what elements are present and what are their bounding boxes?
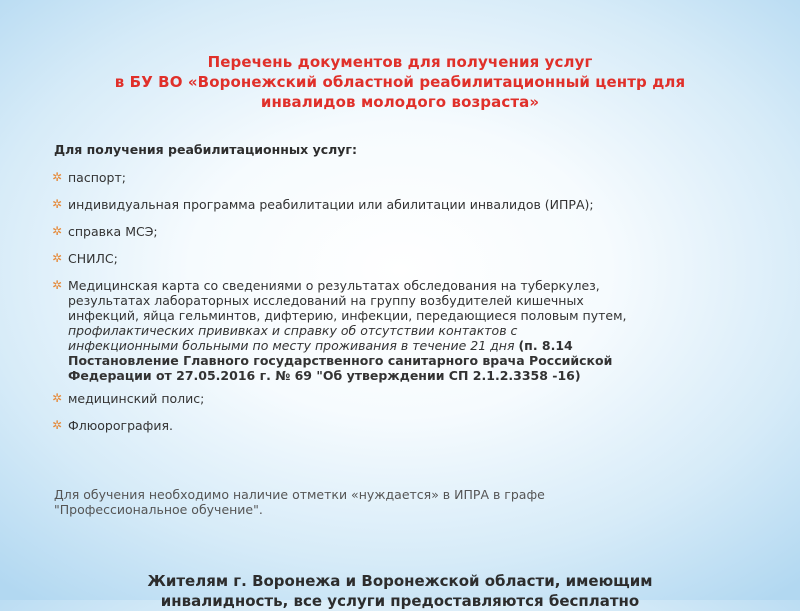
title-line-3: инвалидов молодого возраста» (260, 93, 540, 111)
footer-line-1: Жителям г. Воронежа и Воронежской области, имеющим (147, 572, 653, 590)
list-item-text: Флюорография. (68, 418, 173, 433)
page-title (40, 52, 760, 112)
medical-card-line-3: инфекций, яйца гельминтов, дифтерию, инфекции, передающиеся половым путем, (68, 308, 627, 323)
medical-card-reference-line-3: Федерации от 27.05.2016 г. № 69 "Об утверждении СП 2.1.2.3358 -16) (68, 368, 581, 383)
list-item (52, 251, 752, 266)
list-item (52, 170, 752, 185)
title-line-1: Перечень документов для получения услуг (207, 53, 593, 71)
footer-line-2: инвалидность, все услуги предоставляются бесплатно (160, 592, 640, 610)
training-note (54, 487, 694, 517)
star-bullet-icon: ✲ (52, 391, 63, 405)
title-line-2: в БУ ВО «Воронежский областной реабилитационный центр для (114, 73, 686, 91)
medical-card-reference-start: (п. 8.14 (518, 338, 573, 353)
medical-card-line-1: Медицинская карта со сведениями о результатах обследования на туберкулез, (68, 278, 600, 293)
documents-list (52, 170, 752, 445)
medical-card-line-4: профилактических прививках и справку об отсутствии контактов с (68, 323, 518, 338)
list-item-text: СНИЛС; (68, 251, 118, 266)
star-bullet-icon: ✲ (52, 278, 63, 292)
star-bullet-icon: ✲ (52, 197, 63, 211)
list-item (52, 224, 752, 239)
star-bullet-icon: ✲ (52, 418, 63, 432)
training-note-line-2: "Профессиональное обучение". (54, 502, 263, 517)
star-bullet-icon: ✲ (52, 170, 63, 184)
medical-card-reference-line-2: Постановление Главного государственного санитарного врача Российской (68, 353, 613, 368)
medical-card-line-2: результатах лабораторных исследований на группу возбудителей кишечных (68, 293, 584, 308)
list-item-text: индивидуальная программа реабилитации или абилитации инвалидов (ИПРА); (68, 197, 594, 212)
list-item (52, 197, 752, 212)
list-item (52, 391, 752, 406)
list-item-text: медицинский полис; (68, 391, 205, 406)
star-bullet-icon: ✲ (52, 224, 63, 238)
list-item (52, 418, 752, 433)
list-item-medical-card (52, 278, 752, 383)
training-note-line-1: Для обучения необходимо наличие отметки «нуждается» в ИПРА в графе (54, 487, 545, 502)
medical-card-line-5: инфекционными больными по месту проживания в течение 21 дня (68, 338, 515, 353)
intro-heading: Для получения реабилитационных услуг: (54, 142, 357, 157)
footer-message (60, 571, 740, 611)
list-item-text: паспорт; (68, 170, 126, 185)
list-item-text: справка МСЭ; (68, 224, 158, 239)
star-bullet-icon: ✲ (52, 251, 63, 265)
